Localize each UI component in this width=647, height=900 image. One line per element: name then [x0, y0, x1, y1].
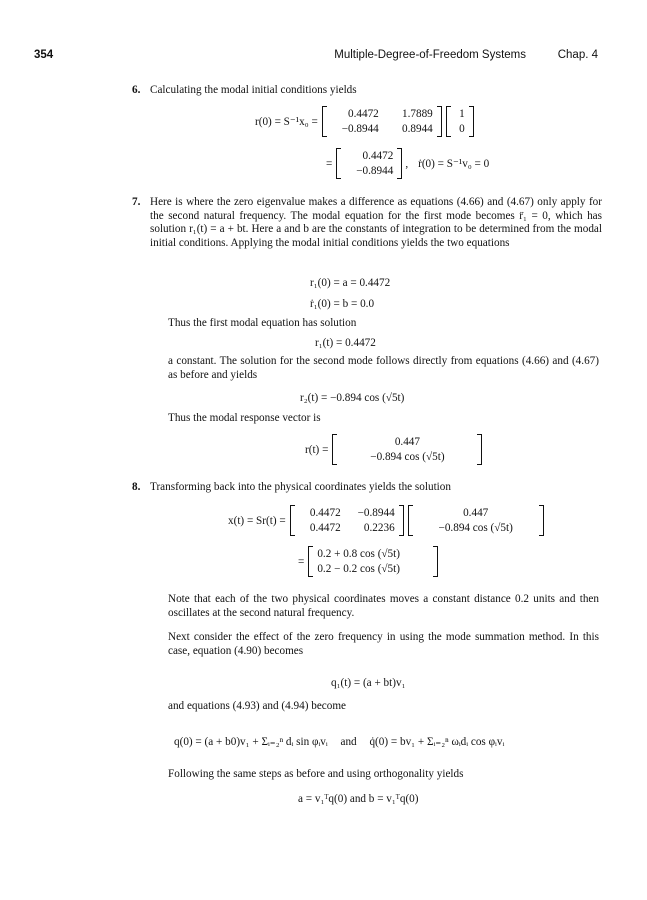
eq-r0	[255, 106, 474, 137]
eq-r1dot-0: ṙ₁(0) = b = 0.0	[310, 298, 375, 310]
eq-q1: q₁(t) = (a + bt)v₁	[331, 677, 406, 689]
item-text: Here is where the zero eigenvalue makes a difference as equations (4.66) and (4.67) only apply for the second natural frequency. The modal equation for the first mode becomes r̈₁ = 0, which has solution r₁(t) = a + bt. Here a and b are the constants of integration to be determined from the modal initial conditions. Applying the modal initial conditions yields the two equations	[150, 196, 602, 249]
vector-rt	[332, 434, 482, 465]
eq-r1-0: r₁(0) = a = 0.4472	[310, 277, 391, 289]
text-first-modal: Thus the first modal equation has solution	[168, 317, 357, 329]
eq-rdot0: ṙ(0) = S⁻¹v₀ = 0	[418, 158, 490, 170]
item-number: 8.	[132, 481, 141, 493]
running-title: Multiple-Degree-of-Freedom Systems	[334, 49, 526, 61]
text-constant: a constant. The solution for the second mode follows directly from equations (4.66) and (4.67) as before and yields	[168, 355, 599, 381]
equals-sign: =	[298, 555, 305, 568]
matrix-cell: −0.8944	[357, 507, 395, 519]
vector-cell: 0	[459, 123, 465, 135]
vector-cell: −0.894 cos (√5t)	[438, 522, 513, 534]
matrix-cell: 0.4472	[309, 507, 341, 519]
text-next: Next consider the effect of the zero frequency in using the mode summation method. In this case, equation (4.90) becomes	[168, 631, 599, 657]
eq-ab: a = v₁ᵀq(0) and b = v₁ᵀq(0)	[298, 793, 419, 805]
matrix-cell: 0.4472	[309, 522, 341, 534]
eq-rt-lhs: r(t) =	[305, 443, 329, 456]
matrix-cell: 1.7889	[402, 108, 433, 120]
matrix-cell: −0.8944	[341, 123, 379, 135]
vector-cell: 0.2 + 0.8 cos (√5t)	[317, 548, 400, 560]
item-6	[132, 84, 602, 98]
eq-qdot0: q̇(0) = bv₁ + Σᵢ₌₂ⁿ ωᵢdᵢ cos φᵢvᵢ	[369, 736, 505, 748]
text-note: Note that each of the two physical coordinates moves a constant distance 0.2 units and then oscillates at the second natural frequency.	[168, 593, 599, 619]
item-8	[132, 481, 602, 495]
running-header	[34, 49, 598, 65]
vector-cell: 0.447	[463, 507, 489, 519]
vector-cell: 0.4472	[362, 150, 394, 162]
matrix-cell: 0.4472	[348, 108, 379, 120]
vector-r0	[336, 148, 402, 179]
text-following: Following the same steps as before and using orthogonality yields	[168, 768, 464, 780]
eq-r0-lhs: r(0) = S⁻¹x₀ =	[255, 116, 318, 128]
vector-x0	[446, 106, 474, 137]
matrix-cell: 0.8944	[402, 123, 433, 135]
vector-rt-2	[408, 505, 544, 536]
item-text: Transforming back into the physical coordinates yields the solution	[150, 481, 451, 493]
eq-q0: q(0) = (a + b0)v₁ + Σᵢ₌₂ⁿ dᵢ sin φᵢvᵢ	[174, 736, 328, 748]
eq-r2-t: r₂(t) = −0.894 cos (√5t)	[300, 392, 405, 404]
item-number: 7.	[132, 196, 141, 208]
item-number: 6.	[132, 84, 141, 96]
equals-sign: =	[326, 157, 333, 170]
text-modal-response: Thus the modal response vector is	[168, 412, 321, 424]
item-text: Calculating the modal initial conditions yields	[150, 84, 357, 96]
matrix-S	[290, 505, 404, 536]
eq-r1-t: r₁(t) = 0.4472	[315, 337, 376, 349]
vector-cell: 0.447	[394, 436, 420, 448]
vector-cell: −0.8944	[356, 165, 394, 177]
item-7	[132, 196, 602, 250]
eq-and: and	[340, 736, 357, 748]
vector-cell: 1	[459, 108, 465, 120]
text-and-eqs: and equations (4.93) and (4.94) become	[168, 700, 347, 712]
eq-r0-result	[326, 148, 489, 179]
vector-xt	[308, 546, 438, 577]
chapter-label: Chap. 4	[557, 49, 598, 61]
matrix-S-inv	[322, 106, 442, 137]
vector-cell: 0.2 − 0.2 cos (√5t)	[317, 563, 400, 575]
vector-cell: −0.894 cos (√5t)	[370, 451, 445, 463]
eq-rt	[305, 434, 482, 465]
matrix-cell: 0.2236	[363, 522, 395, 534]
comma: ,	[405, 157, 409, 170]
eq-xt-lhs: x(t) = Sr(t) =	[228, 514, 286, 527]
eq-xt	[228, 505, 544, 536]
eq-xt-result	[298, 546, 438, 577]
eq-q0-row	[174, 735, 504, 748]
page-number: 354	[34, 49, 54, 61]
